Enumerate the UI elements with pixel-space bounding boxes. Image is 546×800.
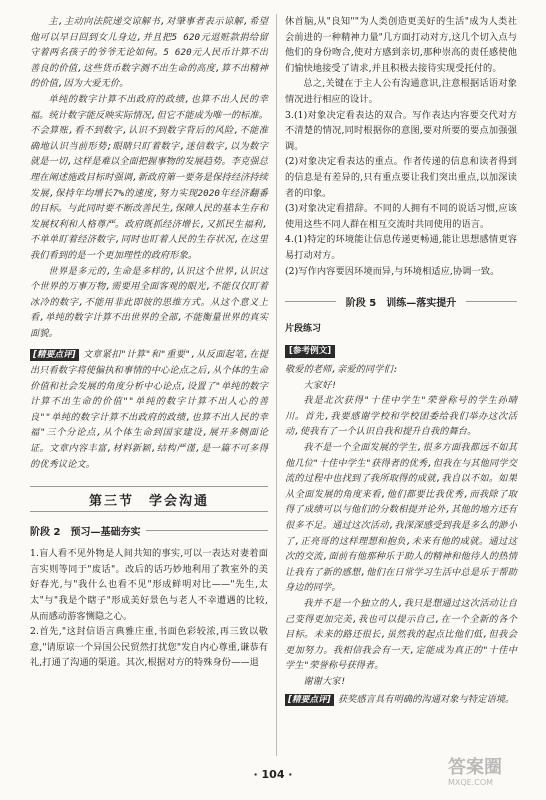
answer-3-3: (3)对象决定看措辞。不同的人拥有不同的说话习惯,应该使用这些不同人群在相互交流时共同使用的语言。 — [285, 203, 517, 230]
page-number: · 104 · — [253, 768, 293, 781]
comment-label: [精要点评] — [285, 694, 334, 706]
reference-essay-label: [参考例文] — [285, 345, 335, 358]
answer-2-continued: 休首脑,从"良知""为人类创造更美好的生活"成为人类社会前进的一种精神力量"几方面打动对方,这几个切入点与他们的身份吻合,使对方感到亲切,那种崇高的责任感使他们愉快地接受了请求,并且积极去接待实现受托付的。 — [285, 16, 517, 74]
answer-1: 1.盲人看不见外物是人间共知的事实,可以一表达对妻着面言实则等同于"废话"。改后的话巧妙地利用了教室外的美好春光,与"我什么也看不见"形成鲜明对比——"先生,太太"与"我是个瞎子"形成美好景色与老人不幸遭遇的比较,从而感动游客恻隐之心。 — [30, 548, 268, 622]
speech-comment — [285, 692, 517, 708]
watermark-site: MXQE.COM — [448, 778, 494, 787]
speech-greeting: 敬爱的老师,亲爱的同学们: — [285, 364, 399, 376]
essay-paragraph-2: 单纯的数字计算不出政府的政绩,也算不出人民的幸福。统计数字能反映实际情况,但它不能成为唯一的标准。不会算账,看不到数字,认识不到数字背后的风险,不能准确地认识当前形势;眼睛只盯着数字,迷信数字,以为数字就是一切,这样是难以全面把握事物的发展趋势。李克强总理在阐述施政目标时强调,新政府第一要务是保持经济持续发展,保持年均增长7%的速度,努力实现2020年经济翻番的目标。与此同时要不断改善民生,保障人民的基本生存和发展权利和人格尊严。政府既抓经济增长,又抓民生福利,不单单盯着经济数字,同时也盯着人民的生存状况,在这里我们看到的是一个更加理性的政府形象。 — [30, 93, 268, 261]
stage-5-title: 阶段 5 训练—落实提升 — [345, 297, 457, 309]
essay-paragraph-1: 主,主动向法院递交谅解书,对肇事者表示谅解,希望他可以早日回到女儿身边,并且把5 620元退赃款捐给留守着两名孩子的爷爷无论如何。5 620元人民币计算不出善良的价值,这些货币数字测不出生命的高度,算不出精神的价值,因为大爱无价。 — [30, 16, 268, 90]
essay-paragraph-3: 世界是多元的,生命是多样的,认识这个世界,认识这个世界的万事万物,需要用全面客观的眼光,不能仅仅盯着冰冷的数字,不能用非此即彼的思维方式。从这个意义上看,单纯的数字计算不出世界的全部,不能衡量世界的真实面貌。 — [30, 265, 268, 339]
answer-3-2: (2)对象决定看表达的重点。作者传递的信息和读者得到的信息是有差异的,只有重点要让我们突出重点,以加深读者的印象。 — [285, 156, 517, 199]
watermark-text: 答案圈 — [448, 757, 502, 778]
answer-4-1: 4.(1)特定的环境能让信息传递更畅通,能让思想感情更容易打动对方。 — [285, 234, 517, 261]
stage-2-title: 阶段 2 预习—基础夯实 — [30, 526, 141, 538]
watermark-logo — [448, 758, 536, 792]
practice-title: 片段练习 — [285, 324, 322, 335]
left-column — [30, 14, 268, 671]
heading-rule-right — [466, 301, 517, 302]
answer-3-1: 3.(1)对象决定看表达的双合。写作表达内容要交代对方不清楚的情况,同时根据你的意图,要对所要的要点加强强调。 — [285, 109, 517, 152]
section-title-banner — [30, 486, 268, 512]
speech-hello: 大家好! — [303, 379, 337, 391]
stage-5-heading — [285, 291, 517, 311]
answer-2-summary: 总之,关键在于主人公有沟通意识,注意根据话语对象情况进行相应的设计。 — [285, 78, 517, 105]
speech-paragraph-2: 我不是一个全面发展的学生,很多方面我都远不如其他几位"十佳中学生"获得者的优秀,但我在与其他同学交流的过程中也找到了我所取得的成就,我自以不如。如果从全面发展的角度来看,他们都要比我优秀,而我除了取得了成绩可以与他们的分数相提并论外,其他的地方还有很多不足。通过这次活动,我深深感受到我是多么的渺小了,正亮哥的这样理想和抱负,未来有他的成就。通过这次的交流,面前有他那种乐于助人的精神和他待人的热情让我有了新的感想,他们在日常学习生活中总是乐于帮助身边的同学。 — [285, 442, 517, 594]
answer-4-2: (2)写作内容要因环境而异,与环境相适应,协调一致。 — [285, 265, 500, 277]
speech-paragraph-3: 我并不是一个独立的人,我只是想通过这次活动让自己变得更加完美,我也可以提示自己,在一个全新的各个目标。未来的路还很长,虽然我的起点比他们低,但我会更加努力。我相信我会有一天,定能成为真正的"十佳中学生"荣誉称号获得者。 — [285, 598, 517, 672]
speech-paragraph-1: 我是北次获得"十佳中学生"荣誉称号的学生孙晴川。首先,我要感谢学校和学校团委给我们举办这次活动,使我有了一个认识自我和提升自我的舞台。 — [285, 395, 517, 438]
comment-label: [精要点评] — [30, 349, 79, 361]
right-column — [285, 14, 517, 707]
speech-thanks: 谢谢大家! — [303, 675, 347, 687]
section-title: 第三节 学会沟通 — [88, 493, 209, 509]
comment-text: 获奖感言具有明确的沟通对象与特定语境。 — [337, 693, 515, 705]
comment-text: 文章紧扣"计算"和"重要",从反面起笔,在提出只看数字将使偏执和事情的中心论点之后,从个体的生命价值和社会发展的角度分析中心论点,设置了"单纯的数字计算不出生命的价值""单纯的数字计算不出人心的善良""单纯的数字计算不出政府的政绩,也算不出人民的幸福"三个分论点,从个体生命到国家建设,展开多侧面论证。文章内容丰富,材料新颖,结构严谨,是一篇不可多得的优秀议论文。 — [30, 349, 268, 470]
essay-comment — [30, 347, 268, 472]
column-divider — [276, 14, 277, 756]
heading-rule — [146, 530, 268, 531]
stage-2-heading — [30, 520, 268, 540]
heading-rule-left — [285, 301, 336, 302]
answer-2: 2.首先,"这封信语言典雅庄重,书面色彩较浓,再三致以敬意,"请原谅一个异国公民贸然打扰您"发自内心尊重,谦恭有礼,打通了沟通的渠道。其次,根据对方的特殊身份——退 — [30, 626, 268, 669]
